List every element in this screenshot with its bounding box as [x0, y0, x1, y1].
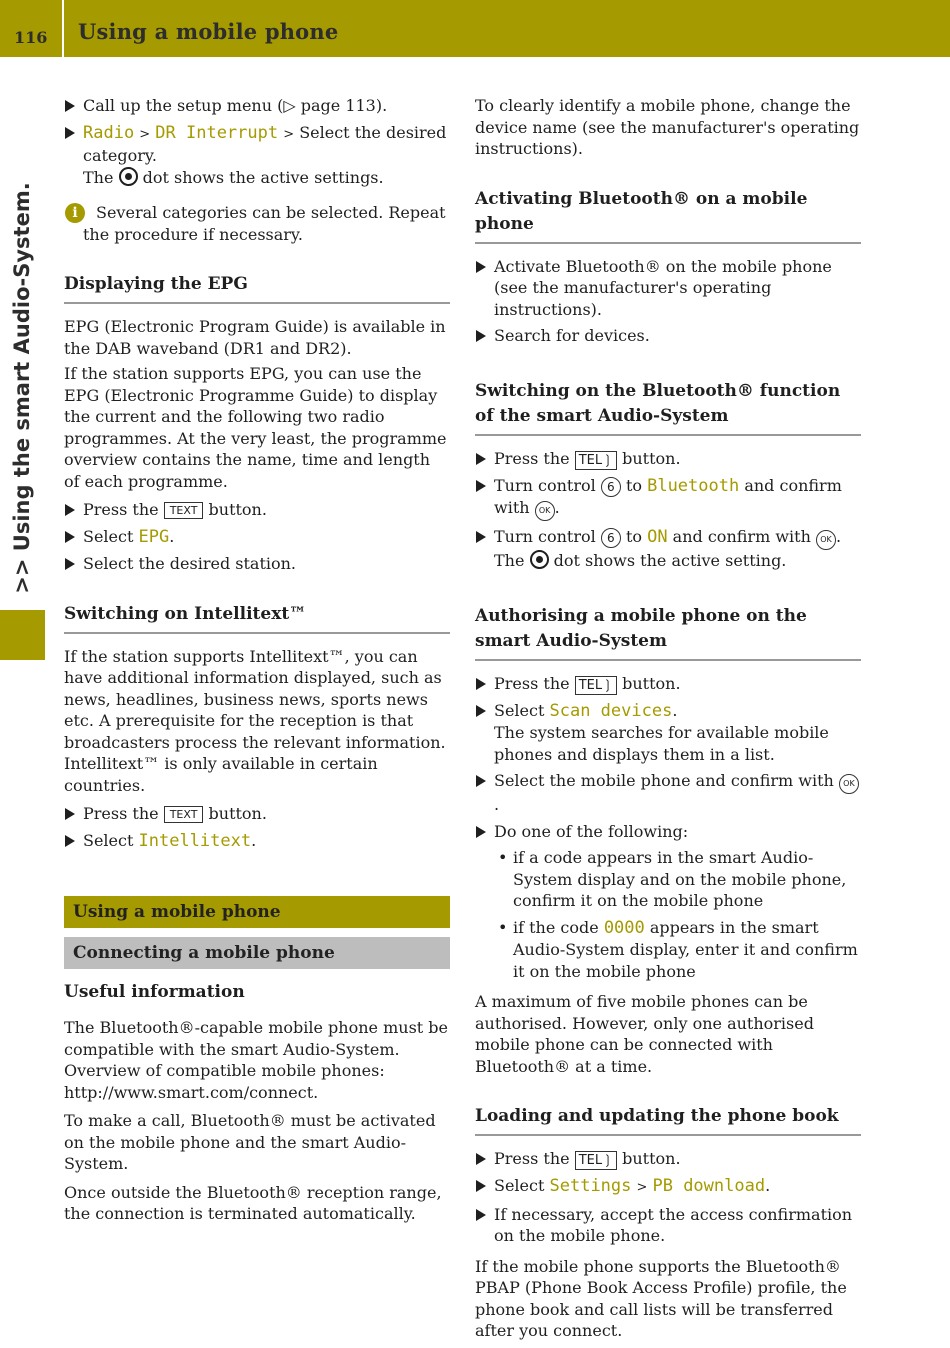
step-arrow-icon — [476, 775, 486, 787]
phone-book-paragraph: If the mobile phone supports the Bluetooth® PBAP (Phone Book Access Profile) profile, the phone book and call lists will be transferred after you connect. — [475, 1256, 847, 1340]
tel-key-icon: TEL❳ — [575, 451, 617, 470]
step-accept-confirmation: If necessary, accept the access confirmation on the mobile phone. — [475, 1204, 861, 1247]
menu-item-settings: Settings — [549, 1176, 632, 1196]
code-0000: 0000 — [603, 917, 645, 938]
header-divider — [62, 0, 64, 57]
right-column — [475, 95, 861, 1342]
side-tab-marker — [0, 610, 45, 660]
step-turn-control-bluetooth: Turn control 6 to Bluetooth and confirm with OK . — [475, 475, 861, 522]
step-press-tel: Press the TEL❳ button. — [475, 448, 861, 470]
authorise-paragraph: A maximum of five mobile phones can be authorised. However, only one authorised mobile phone can be connected with Bluetooth® at a time. — [475, 992, 814, 1076]
chevron-right-icon: > — [636, 1180, 648, 1195]
heading-phone-book: Loading and updating the phone book — [475, 1104, 861, 1136]
ok-button-icon: OK — [839, 774, 859, 794]
epg-paragraph-2: If the station supports EPG, you can use the EPG (Electronic Programme Guide) to display the current and the following two radio programmes. At the very least, the programme overview contains the name, time and length of each programme. — [64, 364, 447, 491]
menu-item-bluetooth: Bluetooth — [647, 475, 740, 496]
useful-paragraph-3: Once outside the Bluetooth® reception range, the connection is terminated automatically. — [64, 1182, 442, 1223]
menu-item-scan-devices: Scan devices — [549, 700, 673, 721]
ok-button-icon: OK — [816, 530, 836, 550]
active-dot-icon — [119, 167, 138, 186]
menu-item-epg: EPG — [138, 526, 170, 547]
step-do-one: Do one of the following: — [475, 821, 861, 843]
heading-activating-bluetooth: Activating Bluetooth® on a mobile phone — [475, 187, 861, 244]
step-activate-bluetooth: Activate Bluetooth® on the mobile phone (see the manufacturer's operating instructions). — [475, 256, 861, 321]
step-arrow-icon — [65, 127, 75, 139]
active-dot-icon — [530, 550, 549, 569]
step-arrow-icon — [65, 558, 75, 570]
heading-switching-on-bluetooth: Switching on the Bluetooth® function of the smart Audio-System — [475, 379, 861, 436]
info-note: i Several categories can be selected. Repeat the procedure if necessary. — [64, 202, 450, 245]
left-column — [64, 95, 450, 1225]
step-press-tel-2: Press the TEL❳ button. — [475, 673, 861, 695]
tel-key-icon: TEL❳ — [575, 1151, 617, 1170]
menu-item-dr-interrupt: DR Interrupt — [155, 122, 279, 143]
step-arrow-icon — [65, 531, 75, 543]
step-arrow-icon — [65, 808, 75, 820]
step-arrow-icon — [476, 480, 486, 492]
ok-button-icon: OK — [535, 501, 555, 521]
control-6-icon: 6 — [601, 528, 621, 548]
menu-item-pb-download: PB download — [652, 1176, 766, 1196]
epg-paragraph-1: EPG (Electronic Program Guide) is available in the DAB waveband (DR1 and DR2). — [64, 317, 446, 358]
step-press-text: Press the TEXT button. — [64, 499, 450, 521]
intellitext-paragraph: If the station supports Intellitext™, you can have additional information displayed, such as news, headlines, business news, sports news etc. A prerequisite for the reception is that broadcasters process the relevant information. Intellitext™ is only available in certain countries. — [64, 646, 446, 795]
step-arrow-icon — [65, 835, 75, 847]
text-key-icon: TEXT — [164, 806, 204, 823]
step-select-pb-download: Select Settings > PB download. — [475, 1175, 861, 1199]
step-arrow-icon — [476, 678, 486, 690]
section-bar-using-mobile-phone: Using a mobile phone — [64, 896, 450, 928]
heading-displaying-epg: Displaying the EPG — [64, 272, 450, 304]
step-arrow-icon — [476, 1180, 486, 1192]
step-select-epg: Select EPG. — [64, 526, 450, 549]
step-press-tel-3: Press the TEL❳ button. — [475, 1148, 861, 1170]
step-search-devices: Search for devices. — [475, 325, 861, 347]
step-arrow-icon — [476, 453, 486, 465]
step-setup: Call up the setup menu (▷ page 113). — [64, 95, 450, 117]
side-tab-label: >> Using the smart Audio-System. — [10, 182, 34, 594]
step-select-scan-devices: Select Scan devices. The system searches for available mobile phones and displays them in a list. — [475, 700, 861, 766]
menu-item-intellitext: Intellitext — [138, 830, 252, 851]
control-6-icon: 6 — [601, 477, 621, 497]
menu-item-on: ON — [647, 527, 668, 547]
heading-intellitext: Switching on Intellitext™ — [64, 602, 450, 634]
heading-authorising: Authorising a mobile phone on the smart Audio-System — [475, 604, 861, 661]
info-icon: i — [65, 203, 85, 223]
section-bar-connecting-mobile-phone: Connecting a mobile phone — [64, 937, 450, 969]
step-arrow-icon — [65, 100, 75, 112]
useful-paragraph-1: The Bluetooth®-capable mobile phone must be compatible with the smart Audio-System. Overview of compatible mobile phones: http://www.smart.com/connect. — [64, 1018, 448, 1102]
running-title: Using a mobile phone — [78, 19, 339, 44]
bullet-code-appears: • if a code appears in the smart Audio-System display and on the mobile phone, confirm it on the mobile phone — [494, 847, 861, 912]
intro-paragraph: To clearly identify a mobile phone, change the device name (see the manufacturer's operating instructions). — [475, 96, 860, 158]
step-arrow-icon — [476, 261, 486, 273]
page-number: 116 — [14, 28, 48, 47]
step-arrow-icon — [476, 330, 486, 342]
text-key-icon: TEXT — [164, 502, 204, 519]
tel-key-icon: TEL❳ — [575, 676, 617, 695]
useful-paragraph-2: To make a call, Bluetooth® must be activated on the mobile phone and the smart Audio-System. — [64, 1111, 436, 1173]
menu-item-radio: Radio — [83, 122, 135, 143]
step-arrow-icon — [476, 531, 486, 543]
step-select-station: Select the desired station. — [64, 553, 450, 575]
step-arrow-icon — [476, 705, 486, 717]
bullet-code-0000: • if the code 0000 appears in the smart Audio-System display, enter it and confirm it on the mobile phone — [494, 917, 861, 983]
step-arrow-icon — [65, 504, 75, 516]
step-turn-control-on: Turn control 6 to ON and confirm with OK . The dot shows the active setting. — [475, 526, 861, 572]
step-select-category: Radio > DR Interrupt > Select the desired category. The dot shows the active settings. — [64, 122, 450, 189]
step-arrow-icon — [476, 826, 486, 838]
step-select-intellitext: Select Intellitext. — [64, 830, 450, 853]
step-select-confirm: Select the mobile phone and confirm with OK. — [475, 770, 861, 816]
chevron-right-icon: > — [139, 126, 151, 142]
heading-useful-information: Useful information — [64, 982, 245, 1002]
step-press-text-2: Press the TEXT button. — [64, 803, 450, 825]
step-arrow-icon — [476, 1209, 486, 1221]
step-arrow-icon — [476, 1153, 486, 1165]
chevron-right-icon: > — [283, 126, 295, 142]
